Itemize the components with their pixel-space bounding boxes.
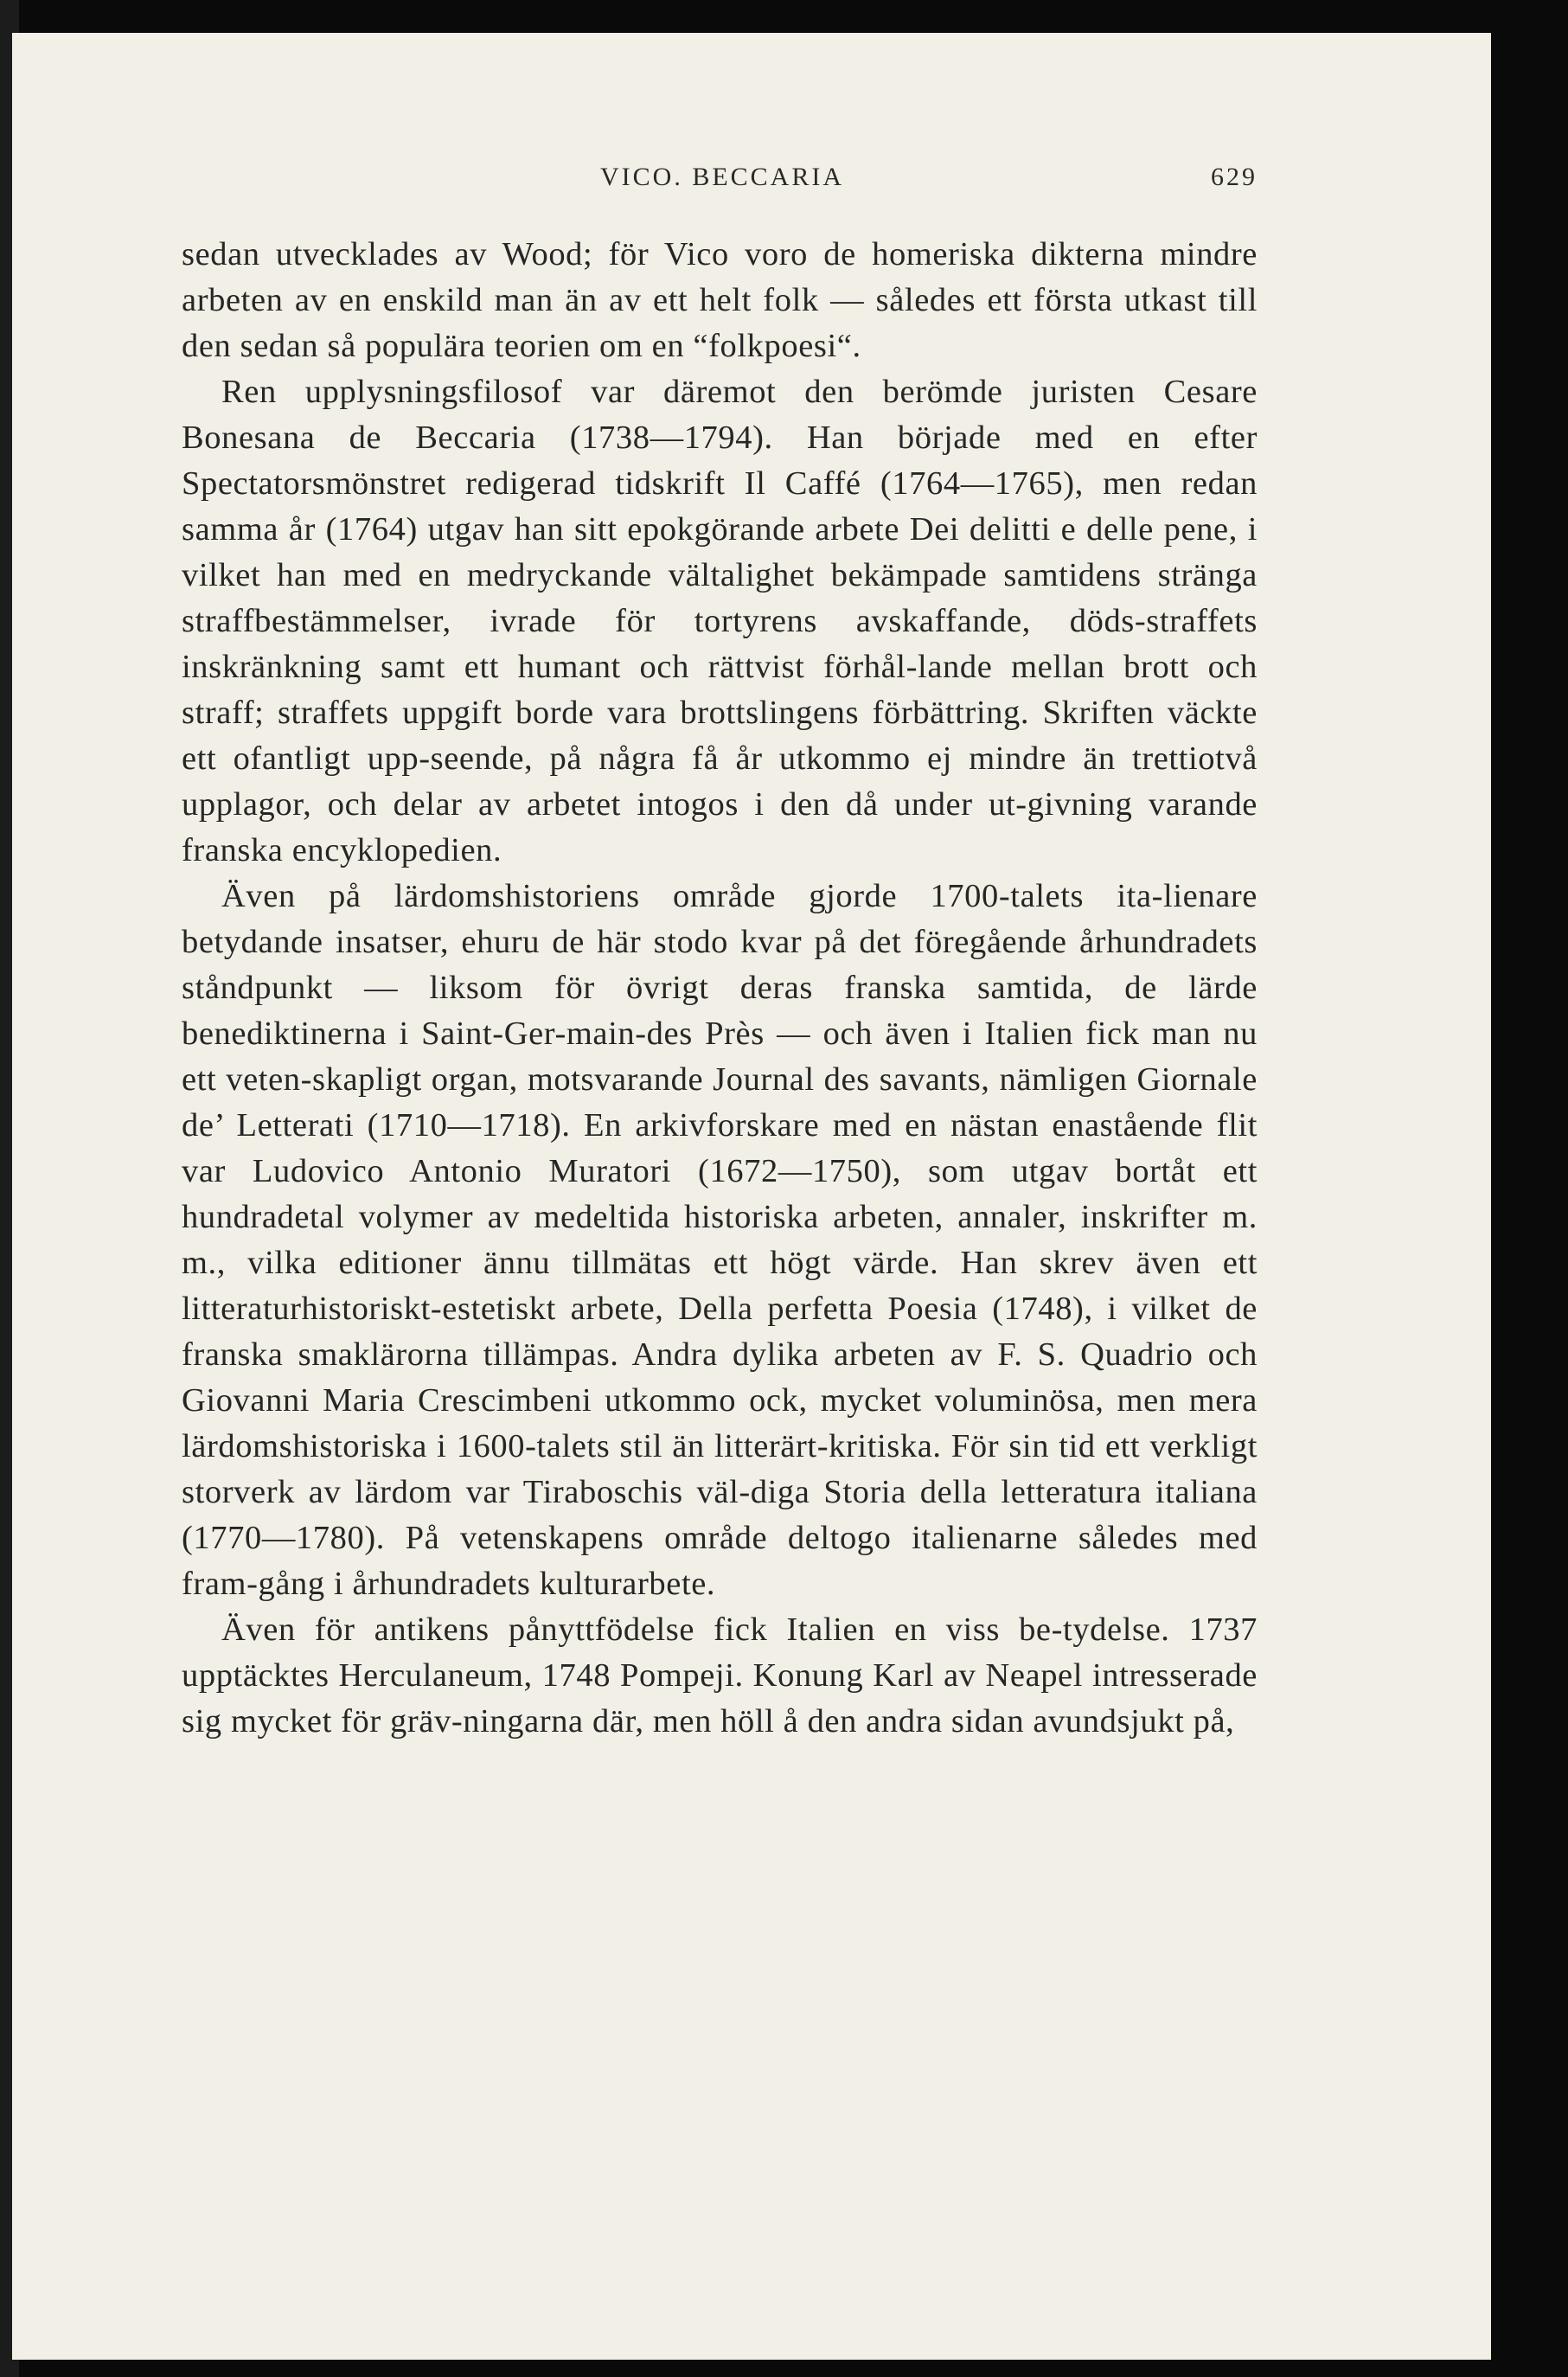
paragraph-2: Ren upplysningsfilosof var däremot den berömde juristen Cesare Bonesana de Beccaria (1738—1794). Han började med en efter Spectatorsmönstret redigerad tidskrift Il Caffé (1764—1765), men redan samma år (1764) utgav han sitt epokgörande arbete Dei delitti e delle pene, i vilket han med en medryckande vältalighet bekämpade samtidens stränga straffbestämmelser, ivrade för tortyrens avskaffande, döds-straffets inskränkning samt ett humant och rättvist förhål-lande mellan brott och straff; straffets uppgift borde vara brottslingens förbättring. Skriften väckte ett ofantligt upp-seende, på några få år utkommo ej mindre än trettiotvå upplagor, och delar av arbetet intogos i den då under ut-givning varande franska encyklopedien.	[182, 374, 1258, 868]
running-title: VICO. BECCARIA	[600, 163, 845, 191]
page-header	[12, 163, 1258, 215]
paragraph-4: Även för antikens pånyttfödelse fick Italien en viss be-tydelse. 1737 upptäcktes Herculaneum, 1748 Pompeji. Konung Karl av Neapel intresserade sig mycket för gräv-ningarna där, men höll å den andra sidan avundsjukt på,	[182, 1611, 1258, 1740]
page-number: 629	[1211, 163, 1258, 191]
paragraph-1: sedan utvecklades av Wood; för Vico voro de homeriska dikterna mindre arbeten av en enskild man än av ett helt folk — således ett första utkast till den sedan så populära teorien om en “folkpoesi“.	[182, 236, 1258, 364]
paragraph-3: Även på lärdomshistoriens område gjorde 1700-talets ita-lienare betydande insatser, ehuru de här stodo kvar på det föregående århundradets ståndpunkt — liksom för övrigt deras franska samtida, de lärde benediktinerna i Saint-Ger-main-des Près — och även i Italien fick man nu ett veten-skapligt organ, motsvarande Journal des savants, nämligen Giornale de’ Letterati (1710—1718). En arkivforskare med en nästan enastående flit var Ludovico Antonio Muratori (1672—1750), som utgav bortåt ett hundradetal volymer av medeltida historiska arbeten, annaler, inskrifter m. m., vilka editioner ännu tillmätas ett högt värde. Han skrev även ett litteraturhistoriskt-estetiskt arbete, Della perfetta Poesia (1748), i vilket de franska smaklärorna tillämpas. Andra dylika arbeten av F. S. Quadrio och Giovanni Maria Crescimbeni utkommo ock, mycket voluminösa, men mera lärdomshistoriska i 1600-talets stil än litterärt-kritiska. För sin tid ett verkligt storverk av lärdom var Tiraboschis väl-diga Storia della letteratura italiana (1770—1780). På vetenskapens område deltogo italienarne således med fram-gång i århundradets kulturarbete.	[182, 878, 1258, 1602]
book-page	[12, 33, 1491, 2360]
text-body	[182, 232, 1258, 1745]
